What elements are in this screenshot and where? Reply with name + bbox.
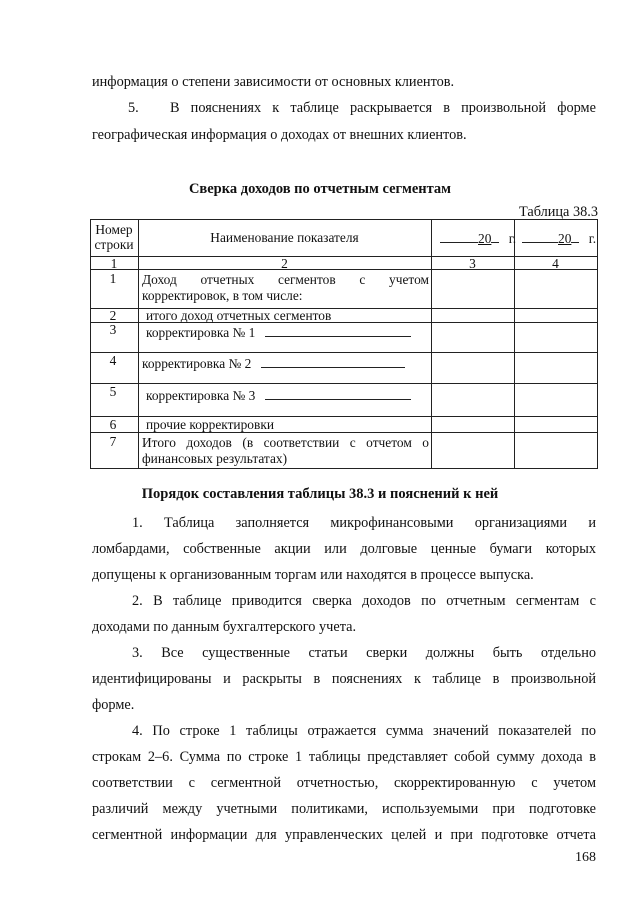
table-line bbox=[90, 432, 598, 433]
table-line bbox=[90, 352, 598, 353]
column-number-2: 2 bbox=[281, 256, 288, 271]
header-year-1 bbox=[440, 230, 516, 246]
paragraph-4-line-4: различий между учетными политиками, используемыми при подготовке bbox=[92, 801, 596, 817]
table-border-top bbox=[90, 219, 598, 220]
paragraph-4-line-2: строкам 2–6. Сумма по строке 1 таблицы представляет собой сумму дохода в bbox=[92, 749, 596, 765]
row-5-label: корректировка № 3 bbox=[146, 388, 256, 403]
table-border-right bbox=[597, 219, 598, 469]
header-row-number bbox=[90, 222, 138, 252]
paragraph-1-line-3: допущены к организованным торгам или находятся в процессе выпуска. bbox=[92, 567, 534, 583]
intro-line-1: информация о степени зависимости от основных клиентов. bbox=[92, 74, 455, 90]
paragraph-5-number: 5. bbox=[128, 100, 139, 116]
row-3-name bbox=[146, 324, 411, 340]
procedure-title: Порядок составления таблицы 38.3 и пояснений к ней bbox=[141, 486, 499, 502]
paragraph-5-word: произвольной bbox=[461, 100, 547, 116]
row-1-name-line2: корректировок, в том числе: bbox=[142, 288, 303, 303]
row-7-number: 7 bbox=[109, 434, 117, 449]
row-4-name bbox=[142, 355, 405, 371]
row-7-name-line1: Итого доходов (в соответствии с отчетом о bbox=[142, 435, 429, 450]
row-5-name bbox=[146, 387, 411, 403]
section-title: Сверка доходов по отчетным сегментам bbox=[188, 181, 452, 197]
header-indicator-name: Наименование показателя bbox=[210, 230, 359, 245]
paragraph-4-line-3: соответствии с сегментной отчетностью, скорректированную с учетом bbox=[92, 775, 596, 791]
header-year-1-suffix: г. bbox=[508, 231, 517, 246]
paragraph-4-line-1: 4. По строке 1 таблицы отражается сумма значений показателей по bbox=[132, 723, 596, 739]
header-year-2-suffix: г. bbox=[588, 231, 597, 246]
year-blank bbox=[522, 230, 558, 243]
header-row-number-line1: Номер bbox=[95, 222, 133, 237]
row-5-number: 5 bbox=[109, 384, 117, 399]
year-blank bbox=[491, 230, 499, 243]
row-1-number: 1 bbox=[109, 271, 117, 286]
header-year-1-value: 20 bbox=[478, 231, 492, 246]
paragraph-5-word: В bbox=[170, 100, 180, 116]
paragraph-5-line-2: географическая информация о доходах от внешних клиентов. bbox=[92, 127, 467, 143]
paragraph-5-word: к bbox=[272, 100, 280, 116]
paragraph-1-line-2: ломбардами, собственные акции или долговые ценные бумаги которых bbox=[92, 541, 596, 557]
paragraph-5-word: форме bbox=[557, 100, 596, 116]
row-2-number: 2 bbox=[109, 308, 117, 323]
row-7-name-line2: финансовых результатах) bbox=[142, 451, 288, 466]
row-4-number: 4 bbox=[109, 353, 117, 368]
page-number: 168 bbox=[575, 850, 596, 865]
paragraph-4-line-5: сегментной информации для управленческих целей и при подготовке отчета bbox=[92, 827, 596, 843]
row-3-label: корректировка № 1 bbox=[146, 325, 256, 340]
row-6-name: прочие корректировки bbox=[146, 417, 274, 432]
paragraph-3-line-1: 3. Все существенные статьи сверки должны быть отдельно bbox=[132, 645, 596, 661]
table-border-bottom bbox=[90, 468, 598, 469]
row-4-blank bbox=[261, 355, 405, 368]
paragraph-3-line-2: идентифицированы и раскрыты в пояснениях к таблице в произвольной bbox=[92, 671, 596, 687]
column-number-1: 1 bbox=[110, 256, 118, 271]
row-3-blank bbox=[265, 324, 411, 337]
table-label: Таблица 38.3 bbox=[518, 204, 598, 220]
column-number-4: 4 bbox=[552, 256, 559, 271]
row-6-number: 6 bbox=[109, 417, 117, 432]
paragraph-3-line-3: форме. bbox=[92, 697, 135, 713]
table-line bbox=[90, 383, 598, 384]
paragraph-2-line-2: доходами по данным бухгалтерского учета. bbox=[92, 619, 357, 635]
year-blank bbox=[571, 230, 579, 243]
paragraph-5-word: пояснениях bbox=[190, 100, 262, 116]
reconciliation-table bbox=[90, 219, 598, 469]
row-5-blank bbox=[265, 387, 411, 400]
header-row-number-line2: строки bbox=[94, 237, 134, 252]
row-4-label: корректировка № 2 bbox=[142, 356, 252, 371]
row-2-name: итого доход отчетных сегментов bbox=[146, 308, 332, 323]
year-blank bbox=[440, 230, 478, 243]
column-number-3: 3 bbox=[469, 256, 476, 271]
paragraph-5-word: в bbox=[443, 100, 450, 116]
row-3-number: 3 bbox=[109, 322, 117, 337]
paragraph-5-word: таблице bbox=[290, 100, 339, 116]
paragraph-2-line-1: 2. В таблице приводится сверка доходов по отчетным сегментам с bbox=[132, 593, 596, 609]
paragraph-1-line-1: 1. Таблица заполняется микрофинансовыми организациями и bbox=[132, 515, 596, 531]
paragraph-5-word: раскрывается bbox=[349, 100, 433, 116]
header-year-2-value: 20 bbox=[558, 231, 572, 246]
paragraph-5-line-1 bbox=[170, 99, 596, 117]
header-year-2 bbox=[522, 230, 596, 246]
row-1-name-line1: Доход отчетных сегментов с учетом bbox=[142, 272, 429, 287]
